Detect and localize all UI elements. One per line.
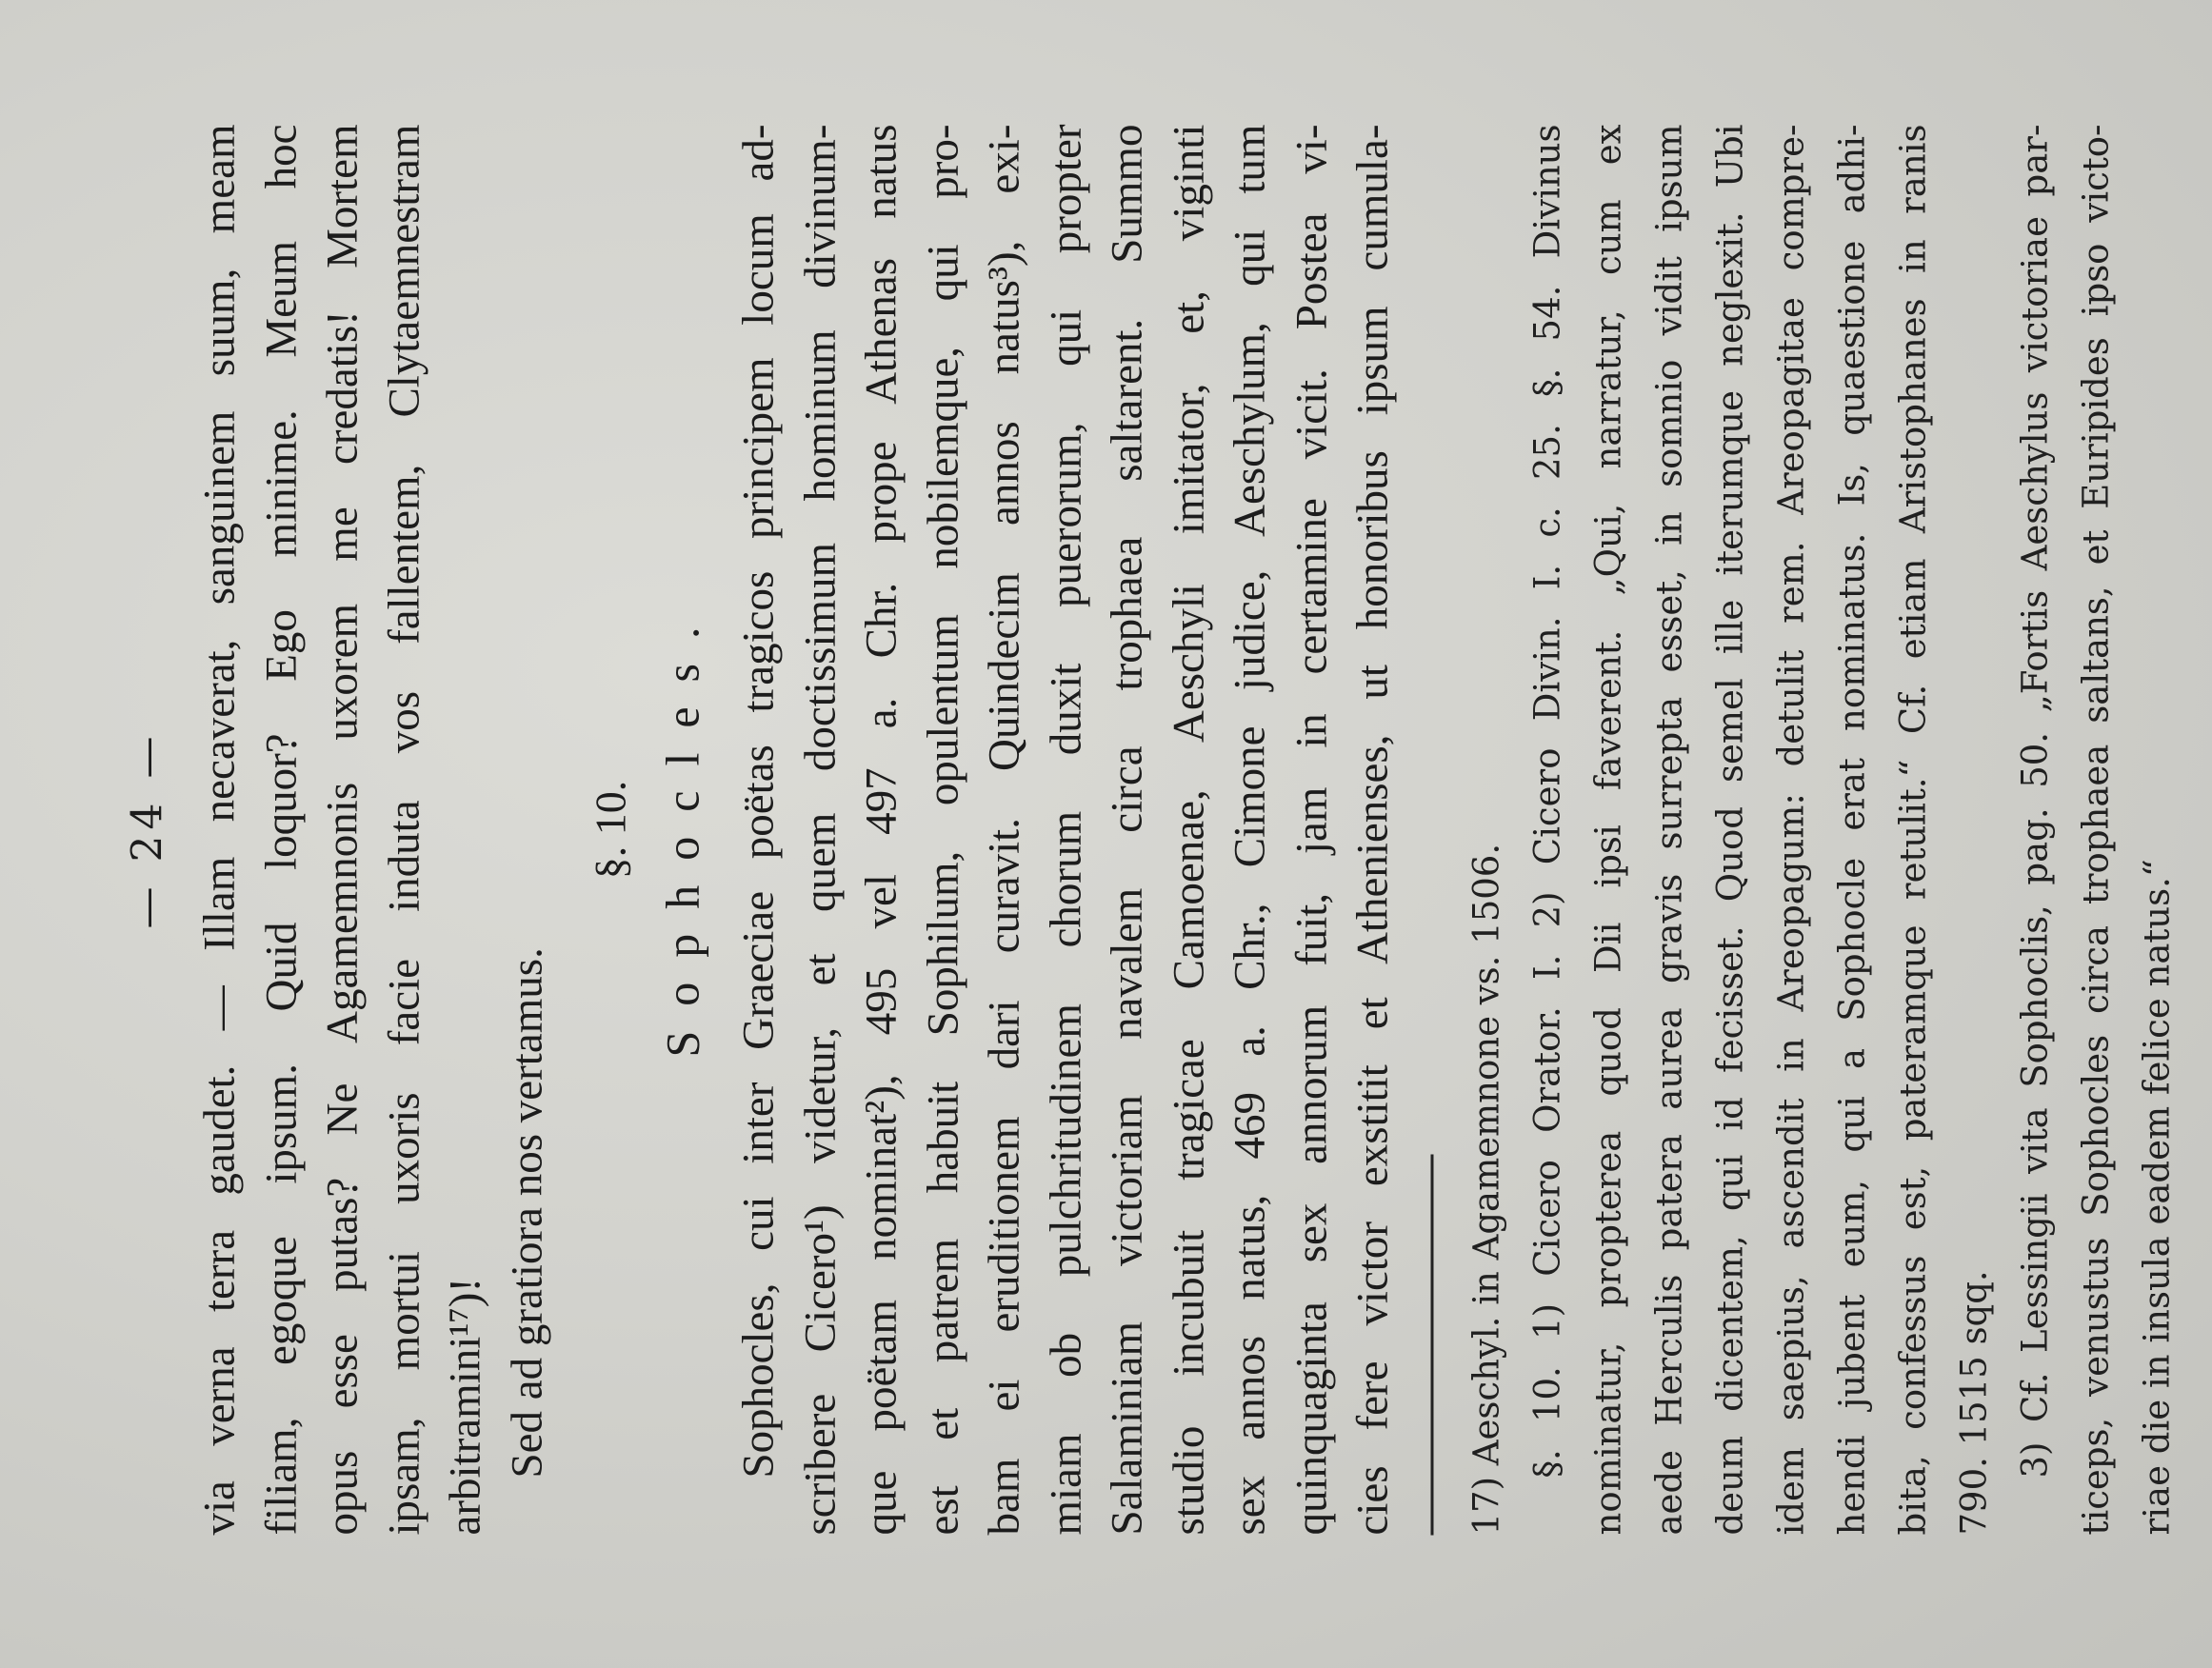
footnote-line: riae die in insula eadem felice natus.“ (2136, 859, 2177, 1536)
text-line: scribere Cicero¹) videtur, et quem doctissimum hominum divinum- (795, 124, 845, 1536)
section-title: Sophocles. (655, 602, 708, 1058)
footnote-line: bita, confessus est, pateramque retulit.“ Cf. etiam Aristophanes in ranis (1892, 124, 1933, 1536)
footnote-line: hendi jubent eum, qui a Sophocle erat nominatus. Is, quaestione adhi- (1831, 124, 1872, 1536)
text-line: opus esse putas? Ne Agamemnonis uxorem me credatis! Mortem (317, 124, 368, 1536)
text-line: Sed ad gratiora nos vertamus. (502, 947, 551, 1479)
text-line: filiam, egoque ipsum. Quid loquor? Ego minime. Meum hoc (256, 124, 306, 1536)
footnotes (1456, 125, 2187, 1536)
footnote-line: aede Herculis patera aurea gravis surrepta esset, in somnio vidit ipsum (1648, 124, 1689, 1536)
footnote-line: deum dicentem, qui id fecisset. Quod semel ille iterumque neglexit. Ubi (1709, 124, 1750, 1536)
rotated-book-page (0, 1, 2212, 1668)
text-line: via verna terra gaudet. — Illam necaverat, sanguinem suum, meam (194, 124, 245, 1536)
main-text (189, 125, 1405, 1536)
footnote-line: nominatur, propterea quod Dii ipsi faverent. „Qui, narratur, cum ex (1587, 124, 1628, 1536)
text-line: sex annos natus, 469 a. Chr., Cimone judice, Aeschylum, qui tum (1225, 124, 1275, 1536)
footnote-line: 790. 1515 sqq. (1953, 1270, 1994, 1536)
footnote-line: 17) Aeschyl. in Agamemnone vs. 1506. (1465, 843, 1506, 1536)
footnote-line: ticeps, venustus Sophocles circa trophaea saltans, et Euripides ipso victo- (2075, 124, 2116, 1536)
text-line: miam ob pulchritudinem chorum duxit puerorum, qui propter (1041, 124, 1090, 1536)
text-line: que poëtam nominat²), 495 vel 497 a. Chr. prope Athenas natus (856, 124, 907, 1536)
page-number: — 24 — (123, 730, 172, 929)
text-line: arbitramini¹⁷)! (440, 1277, 490, 1536)
text-line: quinquaginta sex annorum fuit, jam in certamine vicit. Postea vi- (1286, 124, 1336, 1536)
footnote-line: idem saepius, ascendit in Areopagum: detulit rem. Areopagitae compre- (1770, 124, 1811, 1536)
section-number: §. 10. (586, 780, 635, 880)
text-line: studio incubuit tragicae Camoenae, Aeschyli imitator, et, viginti (1164, 124, 1213, 1536)
text-line: ipsam, mortui uxoris facie induta vos fallentem, Clytaemnestram (379, 124, 428, 1536)
footnote-line: 3) Cf. Lessingii vita Sophoclis, pag. 50. „Fortis Aeschylus victoriae par- (2014, 124, 2055, 1479)
footnote-line: §. 10. 1) Cicero Orator. I. 2) Cicero Divin. I. c. 25. §. 54. Divinus (1526, 124, 1567, 1479)
text-line: bam ei eruditionem dari curavit. Quindecim annos natus³), exi- (979, 124, 1029, 1536)
text-line: Salaminiam victoriam navalem circa trophaea saltarent. Summo (1102, 124, 1152, 1536)
text-line: cies fere victor exstitit et Athenienses, ut honoribus ipsum cumula- (1347, 124, 1398, 1536)
text-line: Sophocles, cui inter Graeciae poëtas tragicos principem locum ad- (733, 124, 784, 1479)
text-line: est et patrem habuit Sophilum, opulentum nobilemque, qui pro- (918, 124, 967, 1536)
footnote-divider (1430, 1155, 1433, 1536)
